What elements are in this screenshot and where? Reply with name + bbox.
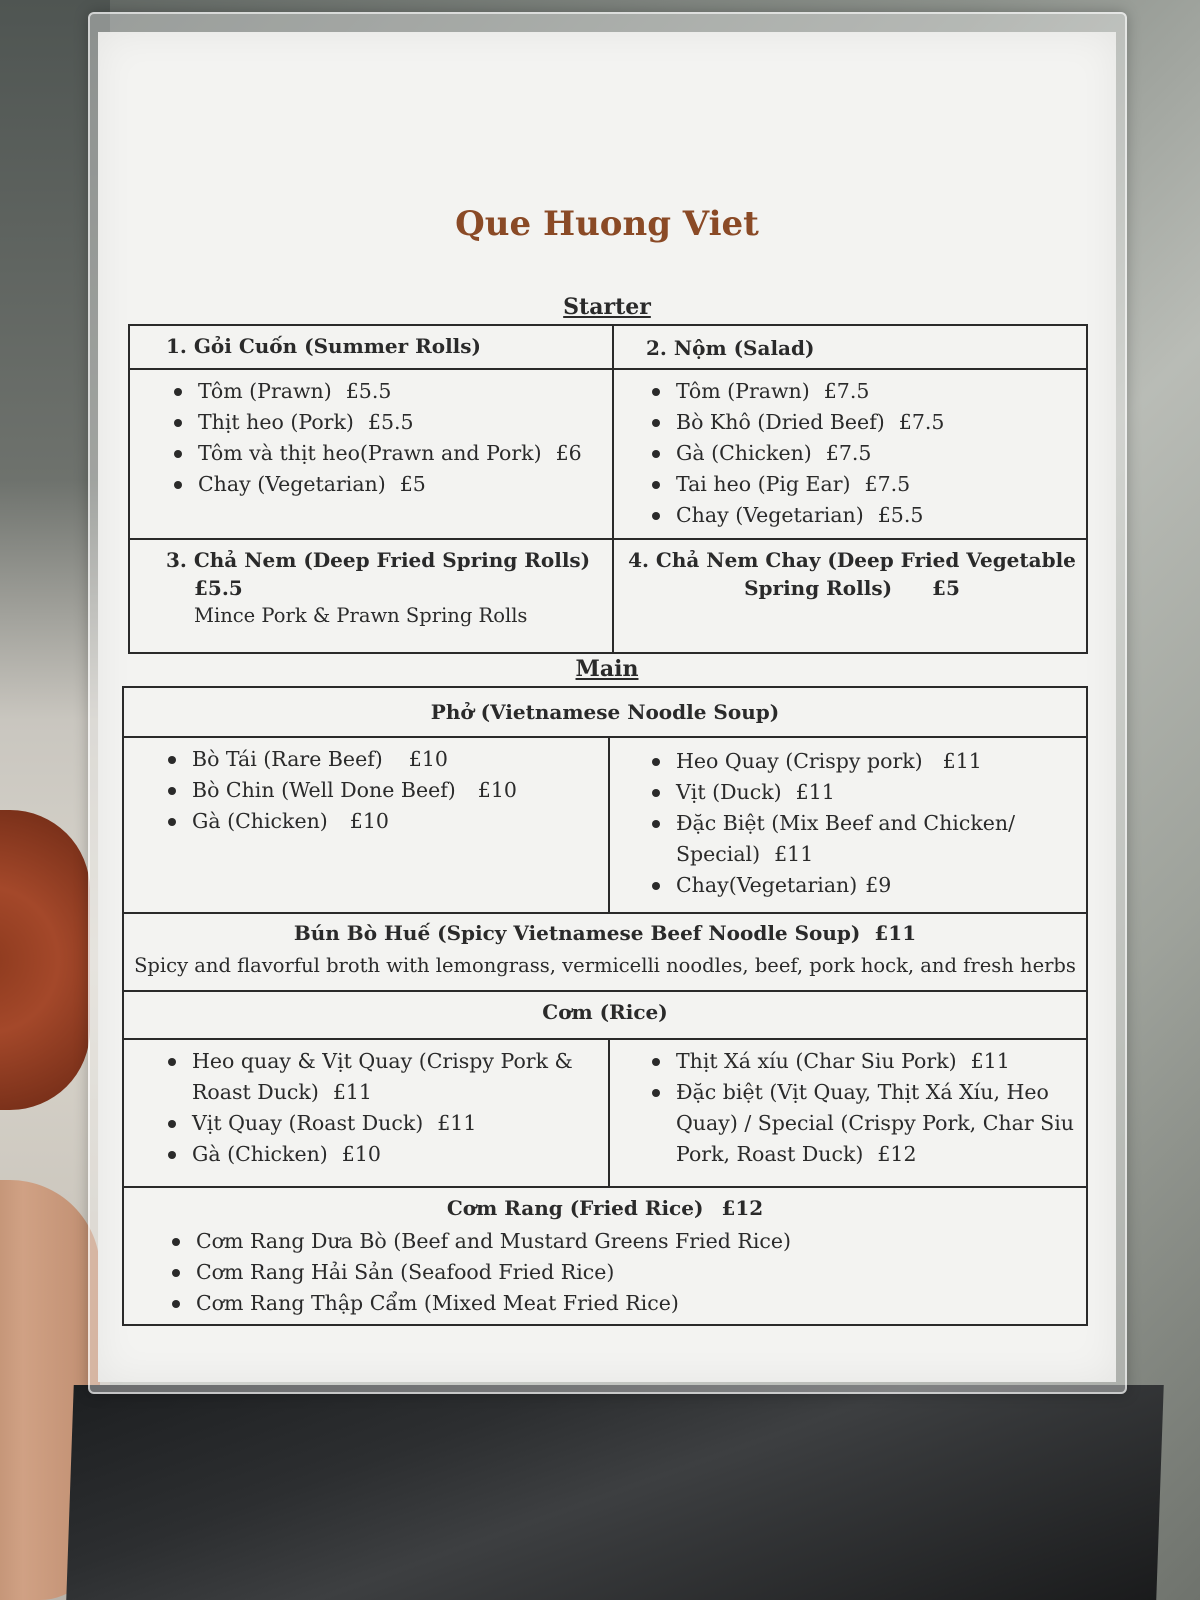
list-item: Đặc biệt (Vịt Quay, Thịt Xá Xíu, Heo Quay) / Special (Crispy Pork, Char Siu Pork, Roast Duck) £12: [644, 1077, 1082, 1170]
list-item: Cơm Rang Dưa Bò (Beef and Mustard Greens Fried Rice): [164, 1226, 1064, 1257]
list-item: Tôm và thịt heo(Prawn and Pork) £6: [166, 438, 606, 469]
starter-heading: Starter: [563, 294, 651, 320]
cha-nem-cell: [166, 548, 606, 627]
goi-cuon-title: 1. Gỏi Cuốn (Summer Rolls): [166, 334, 481, 358]
list-item: Vịt (Duck) £11: [644, 777, 1082, 808]
com-title: Cơm (Rice): [542, 1000, 668, 1024]
list-item: Tôm (Prawn) £5.5: [166, 376, 606, 407]
com-rang-list: [164, 1226, 1064, 1319]
list-item: Gà (Chicken) £10: [160, 1139, 604, 1170]
com-list-right: [644, 1046, 1082, 1170]
bun-bo-hue-title: Bún Bò Huế (Spicy Vietnamese Beef Noodle Soup) £11: [293, 921, 917, 945]
list-item: Thịt heo (Pork) £5.5: [166, 407, 606, 438]
main-table: [122, 686, 1088, 1326]
list-item: Heo quay & Vịt Quay (Crispy Pork & Roast Duck) £11: [160, 1046, 604, 1108]
list-item: Heo Quay (Crispy pork) £11: [644, 746, 1082, 777]
list-item: Chay (Vegetarian) £5: [166, 469, 606, 500]
cha-nem-chay-title: 4. Chả Nem Chay (Deep Fried Vegetable: [628, 548, 1076, 572]
com-list-left: [160, 1046, 604, 1170]
main-heading: Main: [575, 656, 639, 682]
list-item: Cơm Rang Thập Cẩm (Mixed Meat Fried Rice): [164, 1288, 1064, 1319]
list-item: Cơm Rang Hải Sản (Seafood Fried Rice): [164, 1257, 1064, 1288]
list-item: Gà (Chicken) £7.5: [644, 438, 1084, 469]
pho-list-left: [160, 744, 600, 837]
menu-sheet: [98, 32, 1116, 1382]
cha-nem-description: Mince Pork & Prawn Spring Rolls: [194, 604, 528, 627]
nom-list: [644, 376, 1084, 531]
list-item: Tai heo (Pig Ear) £7.5: [644, 469, 1084, 500]
pho-list-right: [644, 746, 1082, 901]
bun-bo-hue-description: Spicy and flavorful broth with lemongrass, vermicelli noodles, beef, pork hock, and fresh herbs: [134, 954, 1076, 977]
list-item: Gà (Chicken) £10: [160, 806, 600, 837]
list-item: Tôm (Prawn) £7.5: [644, 376, 1084, 407]
list-item: Chay (Vegetarian) £5.5: [644, 500, 1084, 531]
list-item: Thịt Xá xíu (Char Siu Pork) £11: [644, 1046, 1082, 1077]
cha-nem-title: 3. Chả Nem (Deep Fried Spring Rolls): [166, 548, 591, 572]
bowl: [0, 810, 90, 1110]
nom-title: 2. Nộm (Salad): [646, 336, 815, 360]
list-item: Chay(Vegetarian) £9: [644, 870, 1082, 901]
list-item: Vịt Quay (Roast Duck) £11: [160, 1108, 604, 1139]
list-item: Bò Chin (Well Done Beef) £10: [160, 775, 600, 806]
cha-nem-chay-cell: [620, 548, 1084, 600]
list-item: Bò Khô (Dried Beef) £7.5: [644, 407, 1084, 438]
cha-nem-price: £5.5: [194, 576, 243, 600]
pho-title: Phở (Vietnamese Noodle Soup): [430, 700, 780, 724]
list-item: Bò Tái (Rare Beef) £10: [160, 744, 600, 775]
list-item: Đặc Biệt (Mix Beef and Chicken/ Special) £11: [644, 808, 1082, 870]
restaurant-title: Que Huong Viet: [455, 204, 759, 244]
starter-table: [128, 324, 1088, 654]
goi-cuon-list: [166, 376, 606, 500]
cha-nem-chay-title-line2: Spring Rolls) £5: [744, 576, 960, 600]
menu-stand-base: [66, 1385, 1164, 1600]
com-rang-title: Cơm Rang (Fried Rice) £12: [446, 1196, 764, 1220]
